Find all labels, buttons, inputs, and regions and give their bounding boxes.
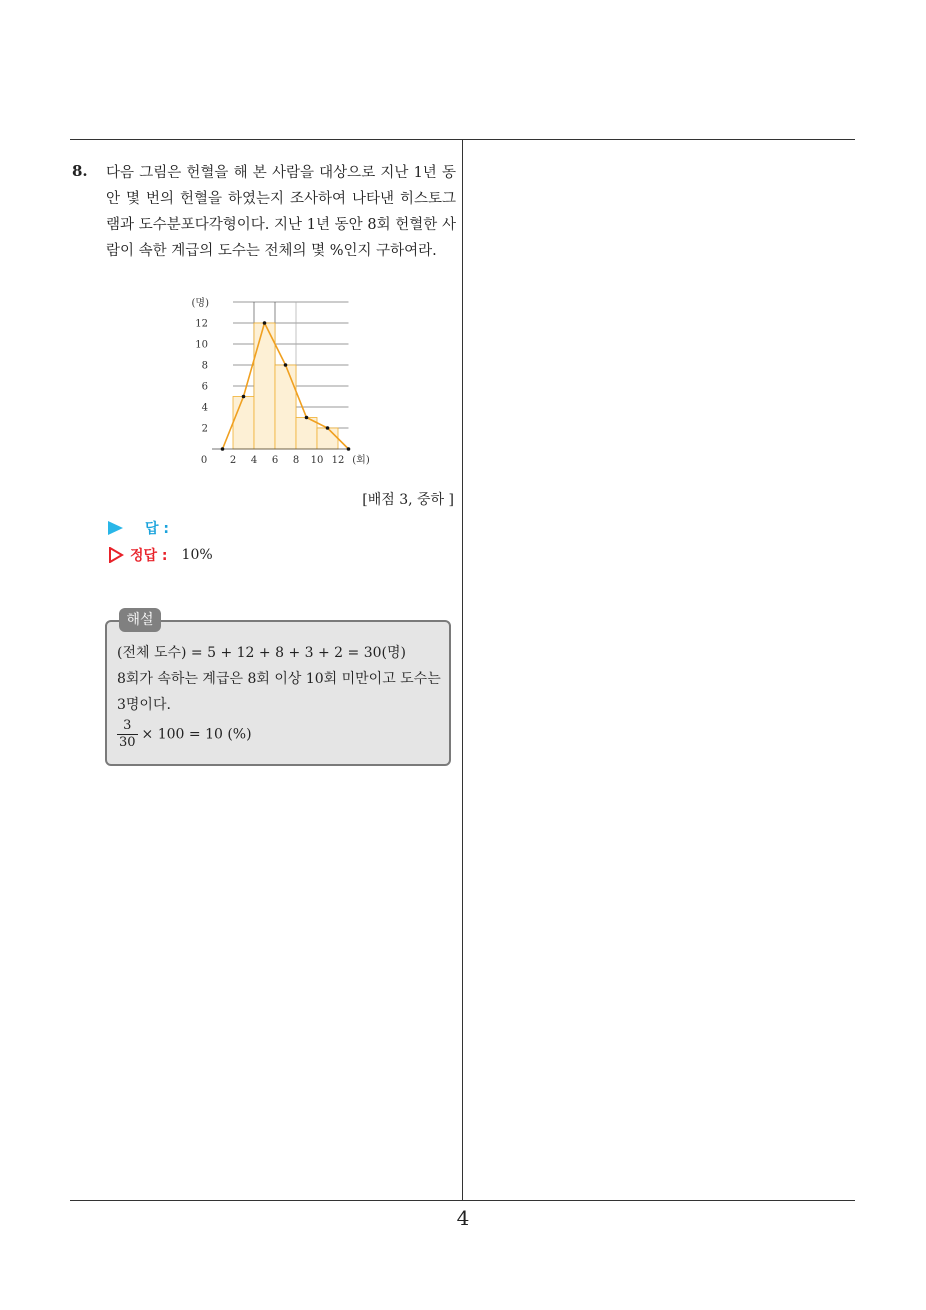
x-tick-label: 4 [250, 455, 258, 466]
correct-answer-label: 정답 : [130, 548, 168, 564]
x-tick-label: 10 [310, 455, 324, 466]
polygon-point [284, 363, 288, 367]
score-label: [배점 3, 중하 ] [362, 492, 454, 508]
correct-answer-value: 10% [181, 547, 213, 563]
histogram-bar [233, 397, 254, 450]
explanation-line-2: 8회가 속하는 계급은 8회 이상 10회 미만이고 도수는 3명이다. [117, 671, 441, 713]
histogram-bar [317, 428, 338, 449]
y-tick-label: 6 [201, 381, 208, 393]
answer-label: 답 : [145, 521, 169, 537]
polygon-point [242, 395, 246, 399]
explanation-formula [117, 718, 441, 751]
y-tick-label: 10 [195, 339, 208, 351]
polygon-point [347, 447, 351, 451]
fraction-numerator: 3 [117, 718, 138, 735]
x-tick-label: 6 [271, 455, 279, 466]
question-number: 8. [72, 162, 88, 180]
page-number: 4 [456, 1206, 470, 1230]
polygon-point [263, 321, 267, 325]
explanation-body [117, 640, 441, 751]
histogram-bar [296, 418, 317, 450]
x-tick-label: 2 [229, 455, 237, 466]
fraction [117, 718, 138, 751]
explanation-line-3: × 100 = 10 (%) [141, 726, 252, 743]
origin-label: 0 [200, 455, 208, 466]
y-axis-label: (명) [191, 298, 209, 309]
outline-play-icon [108, 547, 124, 563]
y-tick-label: 8 [201, 360, 208, 372]
y-tick-label: 4 [201, 402, 208, 414]
play-icon [108, 521, 123, 535]
histogram-bar [275, 365, 296, 449]
bottom-rule [70, 1200, 855, 1201]
x-axis-label: (회) [352, 455, 370, 466]
y-tick-label: 2 [201, 423, 208, 435]
polygon-point [221, 447, 225, 451]
explanation-line-1: (전체 도수) = 5 + 12 + 8 + 3 + 2 = 30(명) [117, 645, 406, 661]
answer-row [108, 518, 169, 538]
correct-answer-row [108, 545, 213, 565]
histogram-chart [186, 296, 376, 468]
polygon-point [326, 426, 330, 430]
question-text: 다음 그림은 헌혈을 해 본 사람을 대상으로 지난 1년 동안 몇 번의 헌혈을 하였는지 조사하여 나타낸 히스토그램과 도수분포다각형이다. 지난 1년 동안 8회 헌혈한 사람이 속한 계급의 도수는 전체의 몇 %인지 구하여라. [106, 165, 456, 259]
fraction-denominator: 30 [119, 735, 136, 750]
y-tick-label: 12 [195, 318, 208, 330]
x-tick-label: 12 [331, 455, 345, 466]
explanation-tag: 해설 [119, 608, 161, 632]
histogram-bar [254, 323, 275, 449]
column-divider [462, 139, 463, 1200]
x-tick-label: 8 [292, 455, 300, 466]
polygon-point [305, 416, 309, 420]
